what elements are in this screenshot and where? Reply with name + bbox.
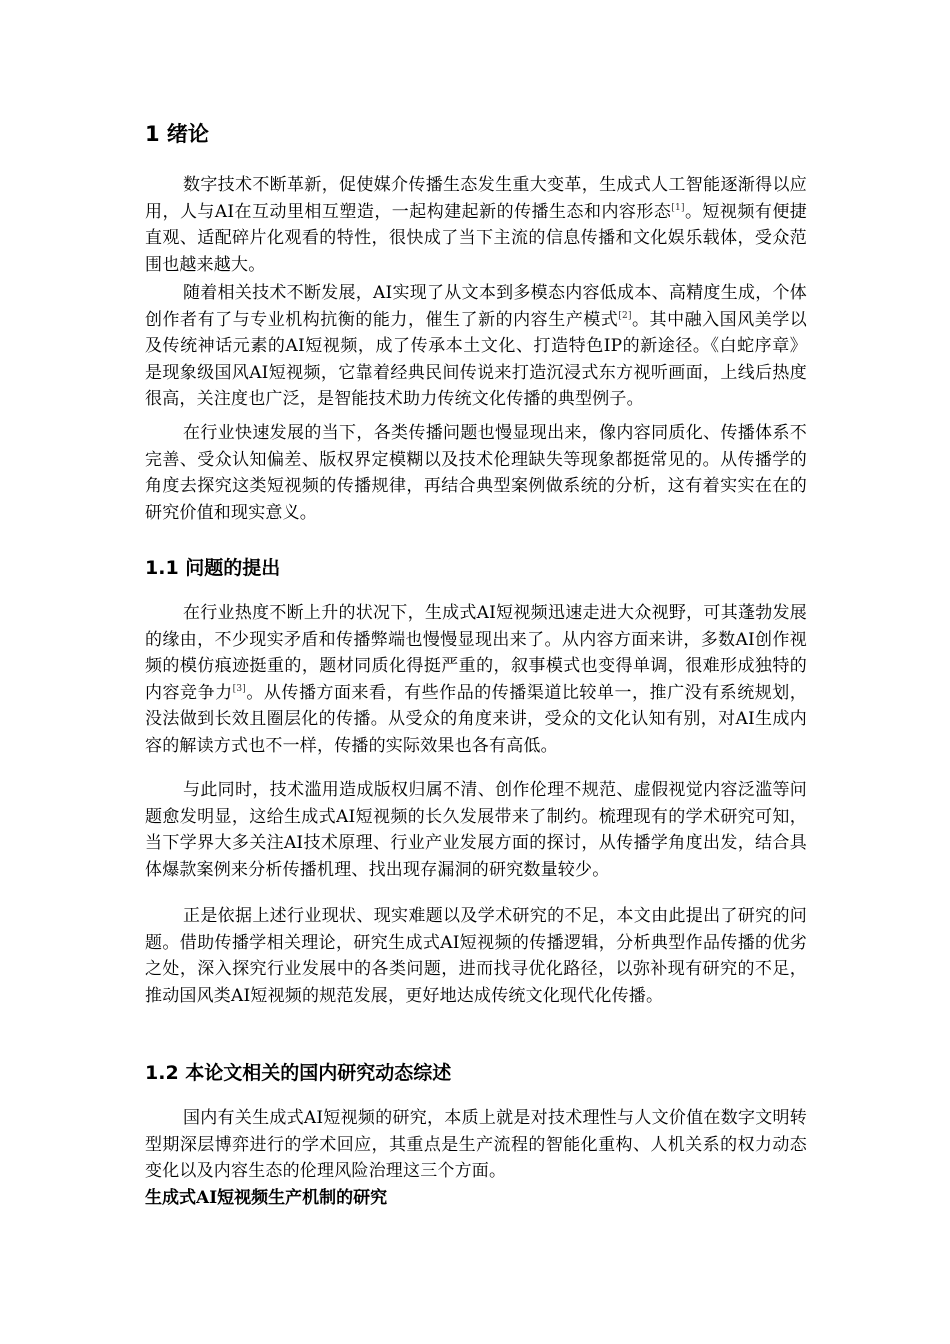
section-title-problem-statement: 1.1 问题的提出 [145, 557, 281, 579]
subheading: 生成式AI短视频生产机制的研究 [145, 1188, 388, 1208]
paragraph: 在行业热度不断上升的状况下，生成式AI短视频迅速走进大众视野，可其蓬勃发展的缘由，不少现实矛盾和传播弊端也慢慢显现出来了。从内容方面来讲，多数AI创作视频的模仿痕迹挺重的，题材同质化得挺严重的，叙事模式也变得单调，很难形成独特的内容竞争力[3]。从传播方面来看，有些作品的传播渠道比较单一，推广没有系统规划，没法做到长效且圈层化的传播。从受众的角度来讲，受众的文化认知有别，对AI生成内容的解读方式也不一样，传播的实际效果也各有高低。 [145, 603, 807, 756]
paragraph: 与此同时，技术滥用造成版权归属不清、创作伦理不规范、虚假视觉内容泛滥等问题愈发明显，这给生成式AI短视频的长久发展带来了制约。梳理现有的学术研究可知，当下学界大多关注AI技术原理、行业产业发展方面的探讨，从传播学角度出发，结合具体爆款案例来分析传播机理、找出现存漏洞的研究数量较少。 [145, 780, 807, 880]
paragraph: 在行业快速发展的当下，各类传播问题也慢显现出来，像内容同质化、传播体系不完善、受众认知偏差、版权界定模糊以及技术伦理缺失等现象都挺常见的。从传播学的角度去探究这类短视频的传播规律，再结合典型案例做系统的分析，这有着实实在在的研究价值和现实意义。 [145, 423, 807, 523]
paragraph: 正是依据上述行业现状、现实难题以及学术研究的不足，本文由此提出了研究的问题。借助传播学相关理论，研究生成式AI短视频的传播逻辑，分析典型作品传播的优劣之处，深入探究行业发展中的各类问题，进而找寻优化路径，以弥补现有研究的不足，推动国风类AI短视频的规范发展，更好地达成传统文化现代化传播。 [145, 906, 807, 1006]
section-title-literature-review: 1.2 本论文相关的国内研究动态综述 [145, 1062, 452, 1084]
citation-ref: [1] [671, 202, 685, 213]
section-title-introduction: 1 绪论 [145, 122, 209, 146]
citation-ref: [3] [232, 683, 247, 694]
paragraph: 随着相关技术不断发展，AI实现了从文本到多模态内容低成本、高精度生成，个体创作者有了与专业机构抗衡的能力，催生了新的内容生产模式[2]。其中融入国风美学以及传统神话元素的AI短视频，成了传承本土文化、打造特色IP的新途径。《白蛇序章》是现象级国风AI短视频，它靠着经典民间传说来打造沉浸式东方视听画面，上线后热度很高，关注度也广泛，是智能技术助力传统文化传播的典型例子。 [145, 283, 807, 409]
paragraph: 数字技术不断革新，促使媒介传播生态发生重大变革，生成式人工智能逐渐得以应用，人与AI在互动里相互塑造，一起构建起新的传播生态和内容形态[1]。短视频有便捷直观、适配碎片化观看的特性，很快成了当下主流的信息传播和文化娱乐载体，受众范围也越来越大。 [145, 175, 807, 275]
citation-ref: [2] [618, 310, 632, 321]
paragraph: 国内有关生成式AI短视频的研究，本质上就是对技术理性与人文价值在数字文明转型期深层博弈进行的学术回应，其重点是生产流程的智能化重构、人机关系的权力动态变化以及内容生态的伦理风险治理这三个方面。 [145, 1108, 807, 1181]
